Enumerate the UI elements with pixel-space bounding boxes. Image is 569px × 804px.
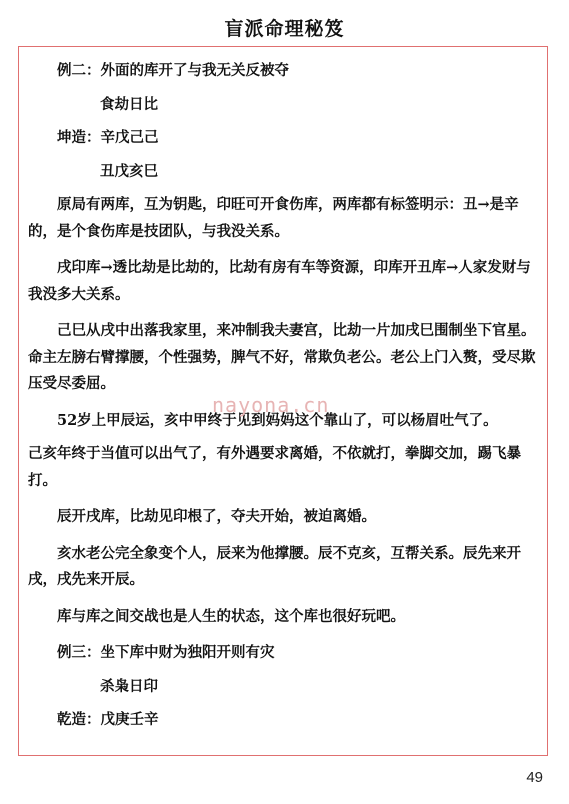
chart-stems-line: 杀枭日印: [100, 677, 158, 695]
chart-earthly-line: 丑戊亥巳: [100, 162, 158, 180]
chart-heavenly-line: 乾造：戊庚壬辛: [57, 711, 159, 728]
body-paragraph: 库与库之间交战也是人生的状态，这个库也很好玩吧。: [57, 607, 405, 625]
body-paragraph: 52岁上甲辰运，亥中甲终于见到妈妈这个靠山了，可以杨眉吐气了。: [57, 411, 498, 429]
body-paragraph: 己亥年终于当值可以出气了，有外遇要求离婚，不依就打，拳脚交加，踢飞暴打。: [28, 445, 521, 489]
body-paragraph: 亥水老公完全象变个人，辰来为他撑腰。辰不克亥，互帮关系。辰先来开戌，戌先来开辰。: [28, 544, 521, 588]
example-heading: 例三：坐下库中财为独阳开则有灾: [57, 644, 275, 661]
body-paragraph: 己巳从戌中出落我家里，来冲制我夫妻宫，比劫一片加戌巳围制坐下官星。: [57, 322, 536, 339]
watermark: nayona.cn: [212, 393, 330, 417]
body-paragraph: 命主左膀右臂撑腰，个性强势，脾气不好，常欺负老公。老公上门入赘，受尽欺压受尽委屈。: [28, 348, 536, 392]
chart-heavenly-line: 坤造：辛戊己己: [57, 129, 159, 146]
body-paragraph: 辰开戌库，比劫见印根了，夺夫开始，被迫离婚。: [57, 508, 376, 525]
chart-stems-line: 食劫日比: [100, 95, 158, 113]
body-paragraph: 原局有两库，互为钥匙，印旺可开食伤库，两库都有标签明示：丑→是辛的，是个食伤库是技团队，与我没关系。: [28, 196, 519, 240]
example-heading: 例二：外面的库开了与我无关反被夺: [57, 62, 289, 79]
page-number: 49: [526, 769, 543, 786]
page-title: 盲派命理秘笈: [224, 18, 345, 40]
body-paragraph: 戌印库→透比劫是比劫的，比劫有房有车等资源，印库开丑库→人家发财与我没多大关系。: [28, 259, 531, 303]
